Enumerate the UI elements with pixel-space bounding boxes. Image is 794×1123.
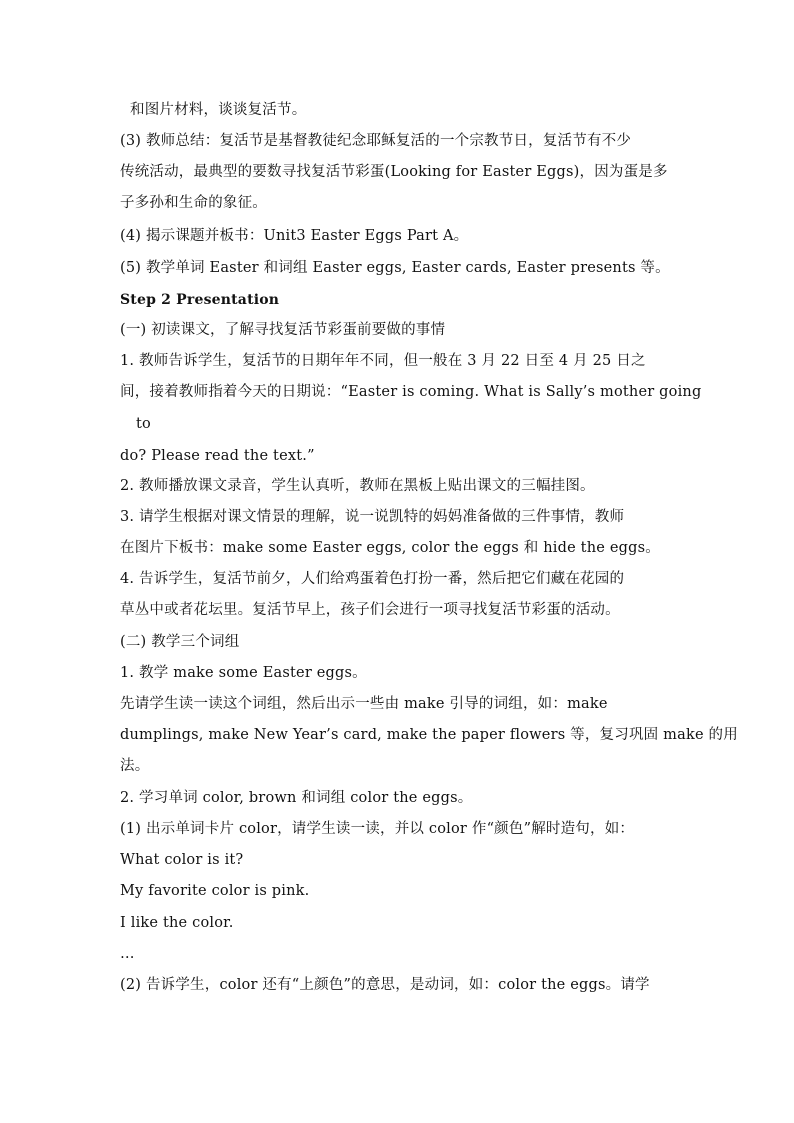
text-line: 在图片下板书：make some Easter eggs, color the eggs 和 hide the eggs。 xyxy=(120,540,660,556)
text-line: do? Please read the text.” xyxy=(120,448,315,464)
text-line: 1. 教学 make some Easter eggs。 xyxy=(120,665,367,681)
text-line: (2) 告诉学生，color 还有“上颜色”的意思，是动词，如：color the eggs。请学 xyxy=(120,977,650,993)
text-line: 1. 教师告诉学生，复活节的日期年年不同，但一般在 3 月 22 日至 4 月 25 日之 xyxy=(120,353,646,369)
text-line: (4) 揭示课题并板书：Unit3 Easter Eggs Part A。 xyxy=(120,228,469,244)
text-line: 先请学生读一读这个词组，然后出示一些由 make 引导的词组，如：make xyxy=(120,696,608,712)
text-line: 3. 请学生根据对课文情景的理解，说一说凯特的妈妈准备做的三件事情，教师 xyxy=(120,509,625,525)
text-line: 子多孙和生命的象征。 xyxy=(120,195,267,211)
text-line: What color is it? xyxy=(120,852,244,868)
text-line: 传统活动，最典型的要数寻找复活节彩蛋(Looking for Easter Eggs)，因为蛋是多 xyxy=(120,164,668,180)
text-line: (1) 出示单词卡片 color，请学生读一读，并以 color 作“颜色”解时造句，如： xyxy=(120,821,635,837)
section-heading: Step 2 Presentation xyxy=(120,292,280,308)
text-line: (3) 教师总结：复活节是基督教徒纪念耶稣复活的一个宗教节日，复活节有不少 xyxy=(120,133,632,149)
text-line: to xyxy=(136,416,151,432)
text-line: … xyxy=(120,946,135,962)
text-line: I like the color. xyxy=(120,915,234,931)
text-line: (二) 教学三个词组 xyxy=(120,634,240,650)
text-line: (5) 教学单词 Easter 和词组 Easter eggs, Easter cards, Easter presents 等。 xyxy=(120,260,670,276)
text-line: 2. 教师播放课文录音，学生认真听，教师在黑板上贴出课文的三幅挂图。 xyxy=(120,478,595,494)
text-line: My favorite color is pink. xyxy=(120,883,310,899)
text-line: 间，接着教师指着今天的日期说：“Easter is coming. What is Sally’s mother going xyxy=(120,384,702,400)
text-line: dumplings, make New Year’s card, make the paper flowers 等，复习巩固 make 的用 xyxy=(120,727,738,743)
text-line: 法。 xyxy=(120,758,150,774)
text-line: 草丛中或者花坛里。复活节早上，孩子们会进行一项寻找复活节彩蛋的活动。 xyxy=(120,602,620,618)
text-line: 4. 告诉学生，复活节前夕，人们给鸡蛋着色打扮一番，然后把它们藏在花园的 xyxy=(120,571,625,587)
text-line: (一) 初读课文，了解寻找复活节彩蛋前要做的事情 xyxy=(120,322,446,338)
text-line: 和图片材料，谈谈复活节。 xyxy=(130,102,307,118)
text-line: 2. 学习单词 color, brown 和词组 color the eggs。 xyxy=(120,790,473,806)
